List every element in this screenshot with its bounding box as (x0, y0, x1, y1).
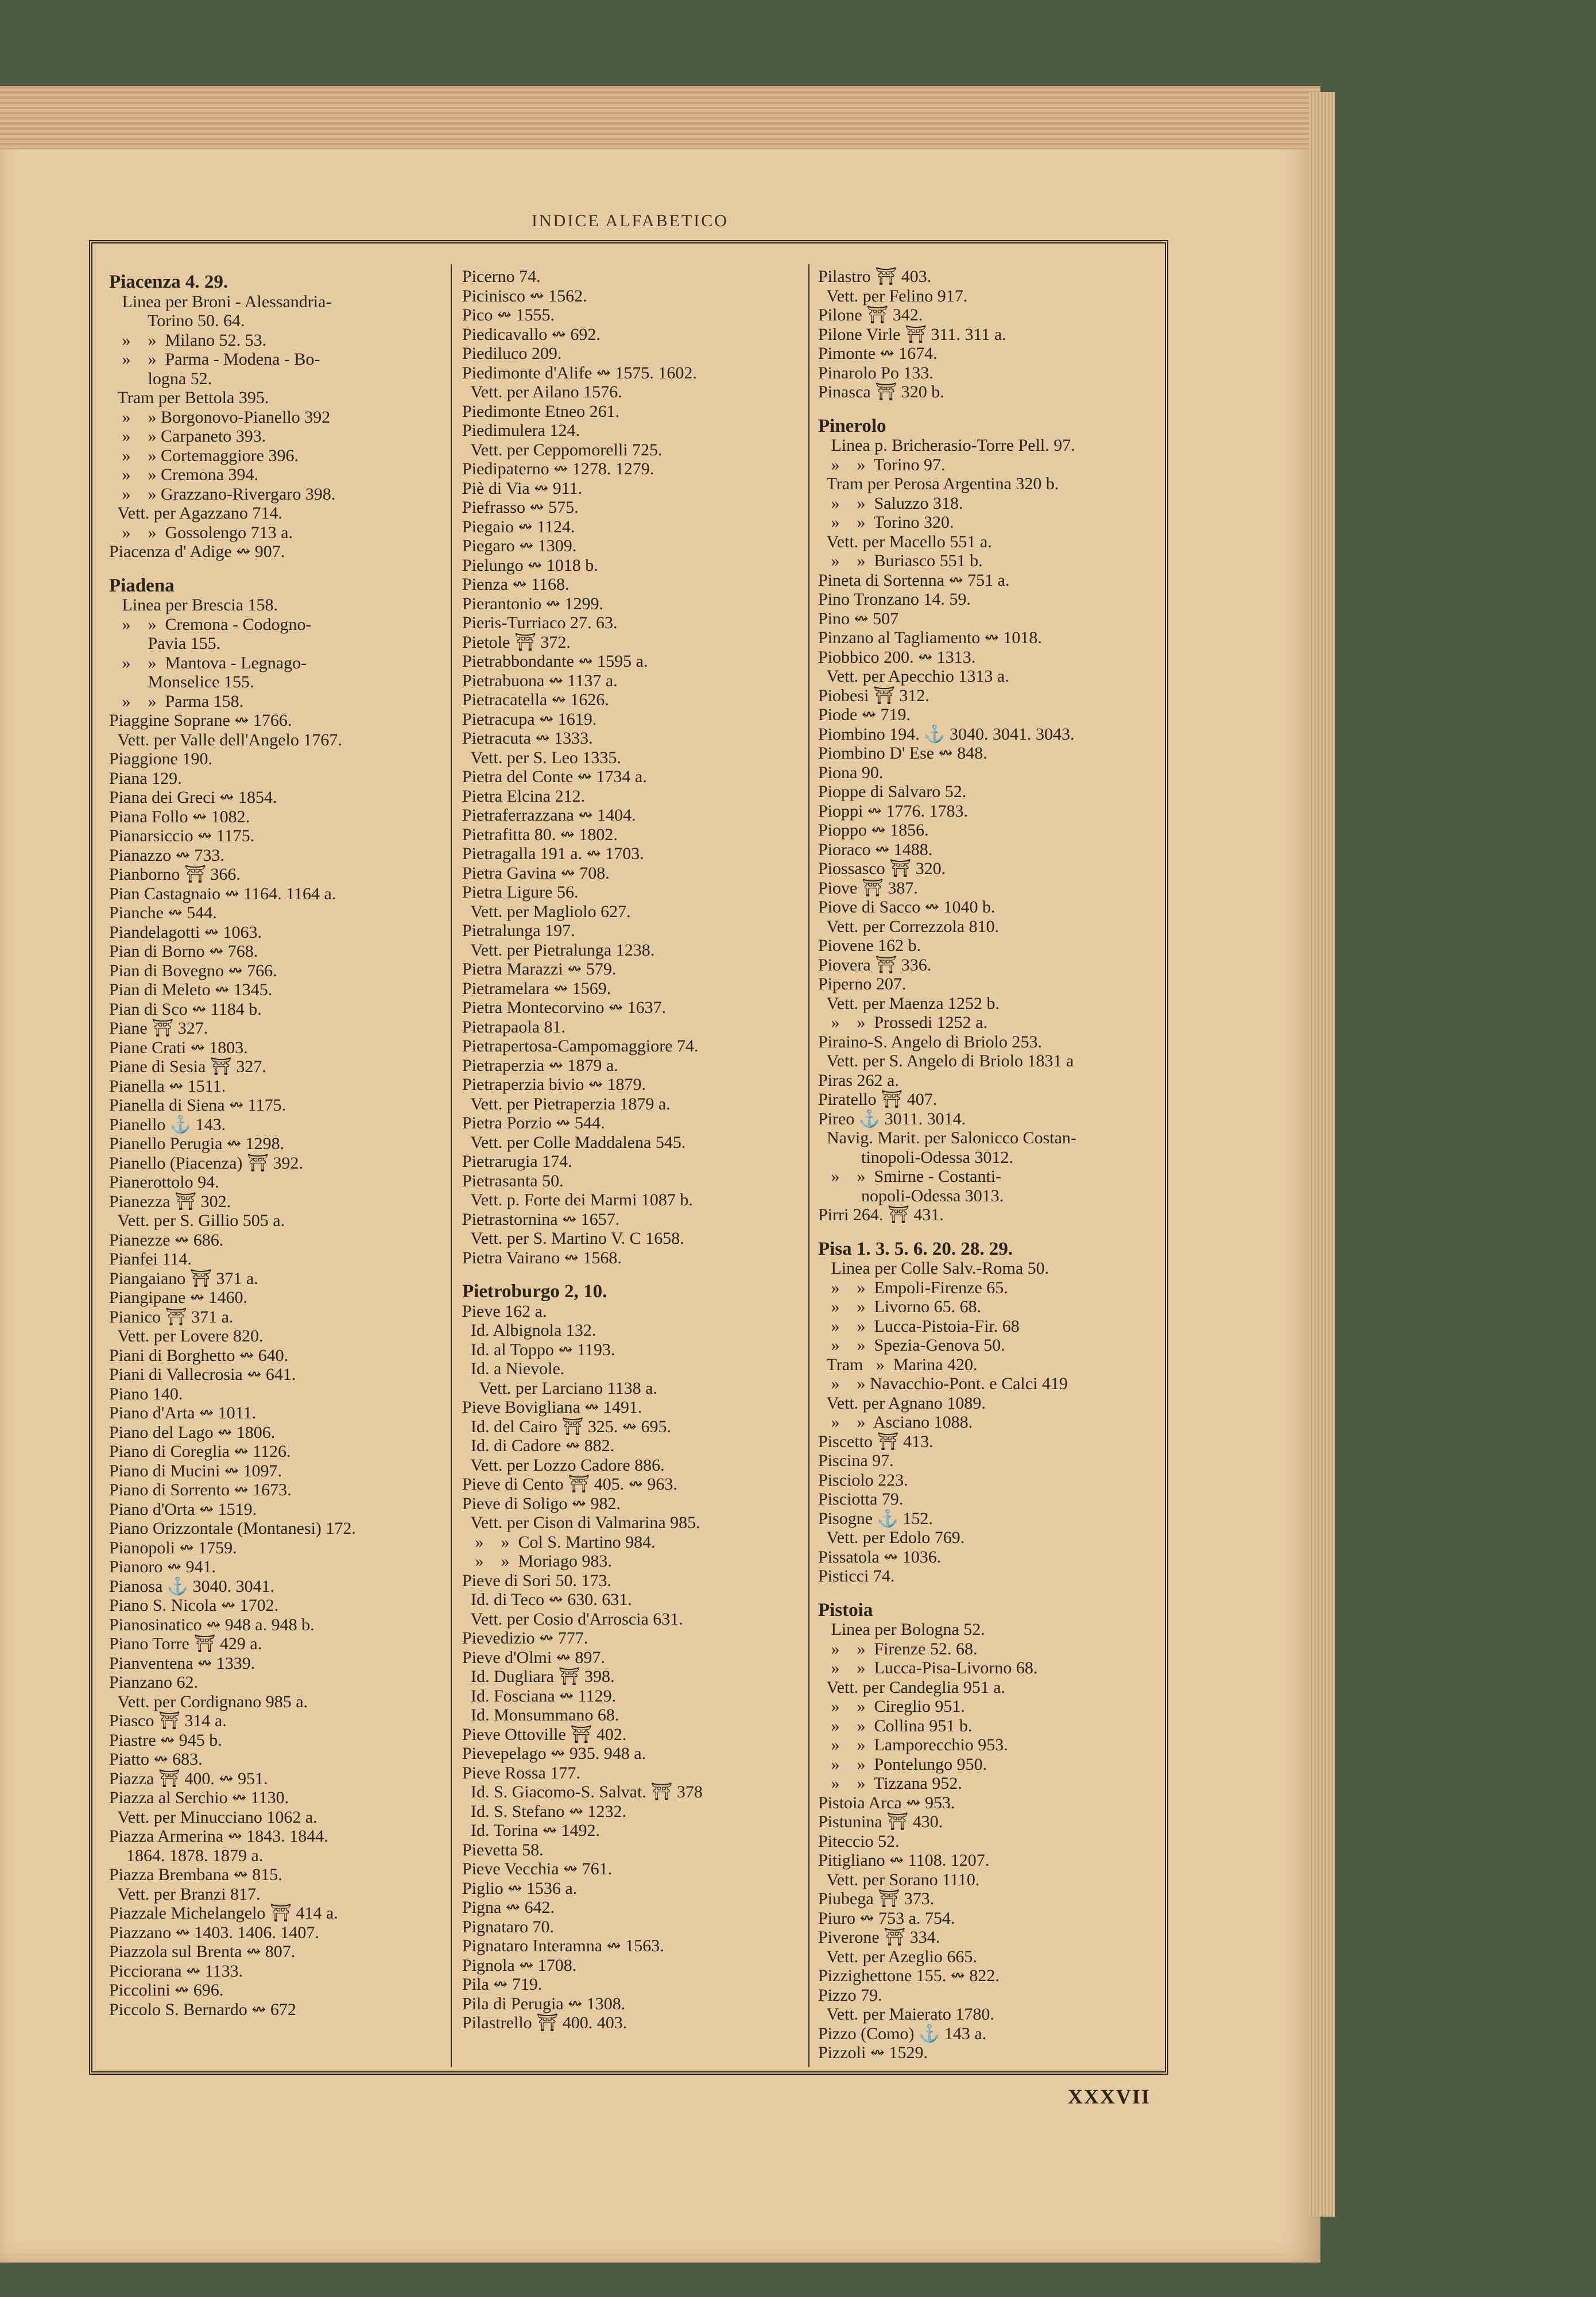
index-entry: Pioraco ↭ 1488. (818, 840, 933, 859)
index-entry: Pietraperzia ↭ 1879 a. (462, 1055, 618, 1075)
index-entry: Navig. Marit. per Salonicco Costan- (818, 1128, 1076, 1147)
index-entry: Piegaio ↭ 1124. (462, 517, 575, 536)
index-entry: Pianerottolo 94. (109, 1173, 219, 1192)
index-entry: Pianella ↭ 1511. (109, 1076, 226, 1096)
index-entry: Pieve di Sori 50. 173. (462, 1571, 611, 1590)
index-entry: » » Parma - Modena - Bo- (109, 350, 320, 369)
index-entry: Vett. per S. Angelo di Briolo 1831 a (818, 1051, 1074, 1070)
index-column-3 (818, 267, 1157, 2062)
index-entry: Piano S. Nicola ↭ 1702. (109, 1596, 279, 1615)
index-entry: » » Gossolengo 713 a. (109, 523, 293, 542)
index-entry: Id. del Cairo ⛩ 325. ↭ 695. (462, 1417, 672, 1436)
index-entry: Pizzo (Como) ⚓ 143 a. (818, 2024, 987, 2043)
index-entry: Pieve 162 a. (462, 1301, 547, 1321)
index-entry: Pineta di Sortenna ↭ 751 a. (818, 570, 1010, 590)
index-entry: Piefrasso ↭ 575. (462, 498, 579, 517)
index-entry: Id. al Toppo ↭ 1193. (462, 1340, 615, 1359)
index-entry: Piangipane ↭ 1460. (109, 1288, 247, 1307)
index-entry: » » Lamporecchio 953. (818, 1735, 1008, 1754)
index-entry: Pian Castagnaio ↭ 1164. 1164 a. (109, 884, 336, 903)
index-entry: Pilastrello ⛩ 400. 403. (462, 2013, 627, 2032)
index-entry: Piane di Sesia ⛩ 327. (109, 1057, 266, 1076)
index-entry: Piedimonte d'Alife ↭ 1575. 1602. (462, 363, 697, 382)
index-entry: Pietra Ligure 56. (462, 883, 579, 902)
index-entry: Vett. per Minucciano 1062 a. (109, 1807, 317, 1827)
index-entry: Pianborno ⛩ 366. (109, 865, 241, 884)
index-entry: » » Lucca-Pistoia-Fir. 68 (818, 1316, 1020, 1336)
index-entry: Piobesi ⛩ 312. (818, 686, 929, 705)
index-entry: Pienza ↭ 1168. (462, 575, 570, 594)
index-entry: Pianazzo ↭ 733. (109, 845, 224, 865)
index-entry: Picerno 74. (462, 267, 541, 286)
index-entry: Pietra Montecorvino ↭ 1637. (462, 998, 667, 1017)
index-entry: Vett. per S. Martino V. C 1658. (462, 1229, 684, 1248)
index-entry: Pietrastornina ↭ 1657. (462, 1209, 620, 1229)
index-entry: Pianzano 62. (109, 1673, 198, 1692)
index-entry: Pianfei 114. (109, 1250, 192, 1269)
index-entry: Vett. per Felino 917. (818, 286, 968, 306)
index-entry: Pimonte ↭ 1674. (818, 344, 938, 363)
index-entry: Tram per Bettola 395. (109, 388, 269, 407)
index-entry: Piaggine Soprane ↭ 1766. (109, 711, 292, 730)
index-entry: Pietra Porzio ↭ 544. (462, 1113, 605, 1132)
index-entry: Piazza al Serchio ↭ 1130. (109, 1788, 289, 1807)
index-entry: Torino 50. 64. (109, 311, 245, 330)
index-entry: » » Milano 52. 53. (109, 330, 267, 350)
index-entry: Vett. per Edolo 769. (818, 1528, 965, 1547)
index-entry: Pieve Ottoville ⛩ 402. (462, 1724, 627, 1744)
index-entry: » » Spezia-Genova 50. (818, 1336, 1005, 1355)
index-entry: Piombino 194. ⚓ 3040. 3041. 3043. (818, 724, 1075, 744)
running-head: INDICE ALFABETICO (532, 211, 729, 230)
index-entry: Pianezza ⛩ 302. (109, 1192, 231, 1211)
index-entry: Piperno 207. (818, 975, 907, 993)
index-entry: Pietra Marazzi ↭ 579. (462, 960, 617, 979)
index-entry: Tram per Perosa Argentina 320 b. (818, 474, 1059, 493)
index-entry: Piano Torre ⛩ 429 a. (109, 1634, 262, 1653)
index-entry: Linea per Broni - Alessandria- (109, 292, 332, 311)
index-entry: logna 52. (109, 369, 212, 388)
entry-gap (818, 1225, 1157, 1234)
index-entry: » » Cremona 394. (109, 465, 258, 484)
index-entry: Piazzano ↭ 1403. 1406. 1407. (109, 1923, 319, 1942)
index-entry: Piacenza d' Adige ↭ 907. (109, 542, 285, 561)
index-entry: » » Borgonovo-Pianello 392 (109, 407, 331, 427)
index-entry: Pilone Virle ⛩ 311. 311 a. (818, 324, 1006, 344)
index-entry: Pianarsiccio ↭ 1175. (109, 826, 255, 845)
index-entry: Piatto ↭ 683. (109, 1750, 203, 1769)
index-entry: » » Smirne - Costanti- (818, 1167, 1002, 1186)
index-entry: Pilastro ⛩ 403. (818, 267, 932, 286)
index-entry: Piani di Borghetto ↭ 640. (109, 1345, 289, 1365)
index-entry: Id. Dugliara ⛩ 398. (462, 1667, 615, 1686)
index-entry: Pioppo ↭ 1856. (818, 821, 929, 840)
index-entry: » » Livorno 65. 68. (818, 1297, 982, 1316)
index-entry: Piscina 97. (818, 1451, 894, 1470)
index-entry: Pietracupa ↭ 1619. (462, 709, 597, 729)
index-entry: Pietole ⛩ 372. (462, 632, 571, 652)
index-entry: Vett. per Lovere 820. (109, 1327, 264, 1345)
index-entry: Piove ⛩ 387. (818, 878, 918, 898)
index-entry: Piano d'Arta ↭ 1011. (109, 1403, 257, 1422)
index-entry: Piazza Brembana ↭ 815. (109, 1865, 282, 1884)
index-entry: Pietrarugia 174. (462, 1152, 572, 1171)
index-entry: Vett. per Branzi 817. (109, 1884, 261, 1904)
index-heading: Pisa 1. 3. 5. 6. 20. 28. 29. (818, 1239, 1013, 1259)
index-entry: Vett. per Pietralunga 1238. (462, 940, 655, 960)
index-entry: Piangaiano ⛩ 371 a. (109, 1269, 258, 1288)
index-entry: Piode ↭ 719. (818, 705, 911, 724)
index-entry: Pizzoli ↭ 1529. (818, 2043, 928, 2062)
index-entry: Piove di Sacco ↭ 1040 b. (818, 898, 995, 917)
index-entry: » » Grazzano-Rivergaro 398. (109, 484, 336, 504)
index-entry: Pietraferrazzana ↭ 1404. (462, 806, 636, 825)
index-entry: Pireo ⚓ 3011. 3014. (818, 1109, 966, 1128)
index-heading: Pinerolo (818, 416, 886, 436)
index-entry: » » Prossedi 1252 a. (818, 1013, 987, 1032)
index-entry: Pieve Bovigliana ↭ 1491. (462, 1398, 642, 1417)
index-entry: Pisciolo 223. (818, 1470, 908, 1490)
index-entry: Id. a Nievole. (462, 1359, 565, 1378)
index-entry: Id. S. Giacomo-S. Salvat. ⛩ 378 (462, 1782, 703, 1801)
index-entry: Piana dei Greci ↭ 1854. (109, 788, 277, 807)
entry-gap (109, 562, 442, 571)
index-entry: Linea per Brescia 158. (109, 595, 278, 614)
index-entry: Piano Orizzontale (Montanesi) 172. (109, 1519, 356, 1538)
index-entry: Piano 140. (109, 1384, 183, 1403)
index-entry: Pievedizio ↭ 777. (462, 1629, 588, 1648)
index-entry: Pisticci 74. (818, 1567, 895, 1586)
index-entry: Pian di Borno ↭ 768. (109, 942, 258, 961)
index-entry: Pietrafitta 80. ↭ 1802. (462, 825, 618, 844)
index-entry: Pinzano al Tagliamento ↭ 1018. (818, 628, 1042, 647)
index-entry: Piane Crati ↭ 1803. (109, 1038, 248, 1057)
index-entry: Pietralunga 197. (462, 921, 575, 940)
index-entry: Piano del Lago ↭ 1806. (109, 1422, 276, 1442)
index-entry: » » Pontelungo 950. (818, 1754, 987, 1774)
index-entry: Vett. per S. Leo 1335. (462, 748, 621, 767)
page-number: XXXVII (1068, 2085, 1151, 2108)
index-entry: Piedimonte Etneo 261. (462, 401, 620, 421)
index-entry: Piscetto ⛩ 413. (818, 1432, 933, 1451)
index-entry: Vett. per Ailano 1576. (462, 382, 622, 401)
index-entry: Piandelagotti ↭ 1063. (109, 922, 262, 942)
index-entry: Vett. per Valle dell'Angelo 1767. (109, 730, 342, 749)
index-entry: Pignataro Interamna ↭ 1563. (462, 1936, 664, 1955)
index-entry: Pino Tronzano 14. 59. (818, 590, 971, 609)
index-entry: Vett. per Apecchio 1313 a. (818, 667, 1009, 686)
index-entry: Pietrasanta 50. (462, 1171, 564, 1190)
index-entry: Pietra Elcina 212. (462, 786, 586, 806)
index-entry: » » Col S. Martino 984. (462, 1532, 656, 1552)
index-entry: Pigna ↭ 642. (462, 1898, 555, 1917)
index-entry: Monselice 155. (109, 672, 254, 691)
index-entry: Vett. per Agazzano 714. (109, 504, 282, 523)
index-entry: Pizzighettone 155. ↭ 822. (818, 1966, 1000, 1985)
index-entry: Pianosa ⚓ 3040. 3041. (109, 1576, 275, 1596)
index-entry: Pianezze ↭ 686. (109, 1230, 224, 1250)
index-entry: Piombino D' Ese ↭ 848. (818, 744, 987, 763)
index-entry: Piobbico 200. ↭ 1313. (818, 647, 976, 667)
index-entry: Pielungo ↭ 1018 b. (462, 555, 598, 575)
index-entry: Vett. per Maierato 1780. (818, 2005, 994, 2024)
index-entry: Piaggione 190. (109, 749, 212, 768)
index-entry: Pievepelago ↭ 935. 948 a. (462, 1744, 646, 1763)
index-entry: » » Saluzzo 318. (818, 493, 963, 513)
index-entry: Pieve Vecchia ↭ 761. (462, 1859, 613, 1878)
index-entry: Piovene 162 b. (818, 936, 921, 955)
column-rule (808, 264, 809, 2067)
column-rule (451, 264, 452, 2067)
index-entry: Pizzo 79. (818, 1985, 882, 2005)
index-entry: Piubega ⛩ 373. (818, 1889, 935, 1908)
index-entry: Linea per Colle Salv.-Roma 50. (818, 1259, 1049, 1278)
index-entry: Pino ↭ 507 (818, 609, 899, 628)
index-entry: Piana Follo ↭ 1082. (109, 807, 250, 826)
index-entry: Pioppi ↭ 1776. 1783. (818, 801, 968, 821)
index-entry: Vett. per Lozzo Cadore 886. (462, 1455, 665, 1475)
index-entry: Piegaro ↭ 1309. (462, 536, 577, 555)
index-entry: Pisogne ⚓ 152. (818, 1509, 933, 1528)
index-entry: Pietra Vairano ↭ 1568. (462, 1248, 622, 1267)
index-entry: Tram » Marina 420. (818, 1355, 978, 1374)
index-entry: Pieris-Turriaco 27. 63. (462, 613, 618, 632)
index-entry: Pieve di Cento ⛩ 405. ↭ 963. (462, 1475, 677, 1494)
index-entry: » » Mantova - Legnago- (109, 653, 307, 672)
index-entry: Piano di Coreglia ↭ 1126. (109, 1442, 291, 1461)
index-entry: Pietracatella ↭ 1626. (462, 690, 609, 709)
entry-gap (818, 402, 1157, 411)
index-entry: Pietra Gavina ↭ 708. (462, 863, 610, 883)
index-entry: Vett. per Maenza 1252 b. (818, 993, 1000, 1013)
index-entry: Pignataro 70. (462, 1917, 554, 1936)
index-entry: Piuro ↭ 753 a. 754. (818, 1908, 955, 1928)
index-entry: Pietraperzia bivio ↭ 1879. (462, 1075, 646, 1094)
index-heading: Pietroburgo 2, 10. (462, 1282, 607, 1302)
index-entry: Id. S. Stefano ↭ 1232. (462, 1801, 626, 1821)
index-entry: Piona 90. (818, 763, 884, 782)
index-entry: » » Firenze 52. 68. (818, 1639, 978, 1658)
index-entry: Pietrapertosa-Campomaggiore 74. (462, 1037, 699, 1055)
index-entry: Pievetta 58. (462, 1840, 544, 1859)
index-entry: Vett. p. Forte dei Marmi 1087 b. (462, 1190, 693, 1209)
index-entry: » » Cireglio 951. (818, 1697, 965, 1716)
index-entry: Pianopoli ↭ 1759. (109, 1538, 237, 1557)
index-entry: Vett. per Colle Maddalena 545. (462, 1132, 686, 1152)
index-entry: Piediluco 209. (462, 344, 562, 363)
index-entry: Piani di Vallecrosia ↭ 641. (109, 1365, 296, 1384)
index-entry: Pioppe di Salvaro 52. (818, 782, 967, 801)
index-entry: Id. Torina ↭ 1492. (462, 1821, 600, 1840)
index-entry: Piras 262 a. (818, 1070, 899, 1090)
index-entry: nopoli-Odessa 3013. (818, 1186, 1004, 1205)
index-entry: Piovera ⛩ 336. (818, 955, 932, 975)
index-entry: Pinarolo Po 133. (818, 363, 933, 382)
index-entry: Pianello (Piacenza) ⛩ 392. (109, 1153, 303, 1173)
index-entry: Pietra del Conte ↭ 1734 a. (462, 767, 647, 786)
index-entry: Pian di Meleto ↭ 1345. (109, 980, 273, 999)
index-entry: Id. Fosciana ↭ 1129. (462, 1686, 617, 1706)
index-entry: Id. Albignola 132. (462, 1321, 596, 1340)
index-entry: Piedicavallo ↭ 692. (462, 324, 601, 344)
index-entry: » » Cortemaggiore 396. (109, 446, 299, 465)
index-entry: Vett. per Larciano 1138 a. (462, 1378, 657, 1398)
index-entry: » » Asciano 1088. (818, 1413, 973, 1432)
index-entry: Linea p. Bricherasio-Torre Pell. 97. (818, 436, 1075, 455)
index-entry: Vett. per Azeglio 665. (818, 1947, 977, 1966)
index-entry: Picinisco ↭ 1562. (462, 286, 587, 306)
index-entry: Pinasca ⛩ 320 b. (818, 382, 944, 401)
index-entry: » » Torino 97. (818, 455, 946, 474)
index-entry: Vett. per Cordignano 985 a. (109, 1692, 308, 1711)
index-entry: Piano d'Orta ↭ 1519. (109, 1499, 257, 1519)
index-entry: Pila di Perugia ↭ 1308. (462, 1994, 626, 2013)
index-entry: Pietracuta ↭ 1333. (462, 729, 593, 748)
index-entry: Pistunina ⛩ 430. (818, 1812, 943, 1831)
index-entry: Vett. per Cison di Valmarina 985. (462, 1513, 700, 1532)
index-entry: Pianche ↭ 544. (109, 903, 217, 922)
index-entry: 1864. 1878. 1879 a. (109, 1846, 264, 1865)
index-entry: » » Collina 951 b. (818, 1716, 973, 1735)
index-entry: Piossasco ⛩ 320. (818, 859, 946, 878)
index-entry: » » Lucca-Pisa-Livorno 68. (818, 1658, 1038, 1677)
page-top-edge (0, 86, 1320, 149)
index-entry: Vett. per Ceppomorelli 725. (462, 440, 663, 459)
index-entry: Pignola ↭ 1708. (462, 1955, 577, 1975)
index-entry: Piteccio 52. (818, 1831, 900, 1851)
index-entry: Pieve di Soligo ↭ 982. (462, 1494, 621, 1513)
entry-gap (818, 1586, 1157, 1595)
index-entry: » » Empoli-Firenze 65. (818, 1278, 1008, 1297)
index-entry: Pico ↭ 1555. (462, 306, 555, 324)
index-entry: Pietramelara ↭ 1569. (462, 979, 611, 998)
index-entry: Piazzola sul Brenta ↭ 807. (109, 1942, 296, 1961)
index-entry: » » Torino 320. (818, 513, 954, 532)
index-entry: Piane ⛩ 327. (109, 1019, 208, 1038)
entry-gap (462, 1267, 807, 1277)
index-entry: Piè di Via ↭ 911. (462, 478, 583, 498)
index-entry: Piraino-S. Angelo di Briolo 253. (818, 1032, 1042, 1051)
index-entry: Piedipaterno ↭ 1278. 1279. (462, 459, 654, 478)
index-entry: tinopoli-Odessa 3012. (818, 1147, 1013, 1167)
index-entry: Piano di Mucini ↭ 1097. (109, 1461, 282, 1480)
index-entry: » » Cremona - Codogno- (109, 614, 312, 634)
index-column-1 (109, 267, 442, 2062)
index-entry: Pilone ⛩ 342. (818, 306, 923, 324)
index-entry: Pietragalla 191 a. ↭ 1703. (462, 844, 644, 863)
index-entry: Pianosinatico ↭ 948 a. 948 b. (109, 1615, 315, 1634)
index-entry: Linea per Bologna 52. (818, 1620, 985, 1639)
index-entry: Pisciotta 79. (818, 1490, 904, 1509)
index-entry: Piglio ↭ 1536 a. (462, 1878, 578, 1898)
index-entry: Piasco ⛩ 314 a. (109, 1711, 227, 1730)
index-entry: Pirri 264. ⛩ 431. (818, 1205, 944, 1224)
index-entry: Vett. per S. Gillio 505 a. (109, 1211, 285, 1230)
index-entry: Vett. per Cosio d'Arroscia 631. (462, 1609, 683, 1629)
index-entry: » » Tizzana 952. (818, 1774, 962, 1793)
index-entry: Pietrabbondante ↭ 1595 a. (462, 652, 648, 671)
index-entry: Piratello ⛩ 407. (818, 1090, 938, 1109)
index-entry: Piedimulera 124. (462, 421, 580, 440)
index-heading: Piacenza 4. 29. (109, 273, 228, 292)
index-entry: Pianoro ↭ 941. (109, 1557, 216, 1576)
index-entry: Id. di Teco ↭ 630. 631. (462, 1590, 632, 1609)
index-entry: Piverone ⛩ 334. (818, 1928, 940, 1947)
index-heading: Piadena (109, 576, 175, 595)
index-entry: Piazza ⛩ 400. ↭ 951. (109, 1769, 268, 1788)
index-column-2 (462, 267, 807, 2062)
index-entry: Pianello Perugia ↭ 1298. (109, 1134, 285, 1153)
index-entry: » » Navacchio-Pont. e Calci 419 (818, 1374, 1068, 1393)
index-entry: Vett. per Agnano 1089. (818, 1393, 986, 1413)
index-entry: Pian di Sco ↭ 1184 b. (109, 999, 262, 1019)
index-entry: Piana 129. (109, 768, 182, 788)
index-entry: Piccolo S. Bernardo ↭ 672 (109, 2000, 296, 2019)
index-entry: Vett. per Candeglia 951 a. (818, 1677, 1006, 1697)
index-entry: Pitigliano ↭ 1108. 1207. (818, 1851, 990, 1870)
index-entry: Piastre ↭ 945 b. (109, 1730, 222, 1750)
index-heading: Pistoia (818, 1600, 873, 1620)
index-entry: Pian di Bovegno ↭ 766. (109, 961, 277, 980)
index-entry: Pila ↭ 719. (462, 1975, 543, 1994)
index-entry: Vett. per Sorano 1110. (818, 1870, 980, 1889)
index-entry: » » Carpaneto 393. (109, 427, 266, 446)
index-entry: Picciorana ↭ 1133. (109, 1961, 243, 1981)
index-entry: Pianella di Siena ↭ 1175. (109, 1096, 286, 1115)
index-entry: Piccolini ↭ 696. (109, 1981, 224, 2000)
index-entry: Pianico ⛩ 371 a. (109, 1307, 234, 1327)
index-entry: Pieve d'Olmi ↭ 897. (462, 1648, 605, 1667)
index-entry: Id. Monsummano 68. (462, 1706, 619, 1724)
index-entry: Vett. per Pietraperzia 1879 a. (462, 1094, 671, 1113)
index-entry: Piazza Armerina ↭ 1843. 1844. (109, 1827, 328, 1846)
index-entry: Pistoia Arca ↭ 953. (818, 1793, 955, 1812)
index-entry: Pietrapaola 81. (462, 1017, 565, 1037)
index-entry: Pissatola ↭ 1036. (818, 1547, 942, 1567)
page-side-edge (1309, 92, 1335, 2217)
index-entry: » » Parma 158. (109, 691, 244, 711)
index-entry: Id. di Cadore ↭ 882. (462, 1436, 615, 1455)
index-entry: Vett. per Macello 551 a. (818, 532, 992, 551)
index-entry: » » Moriago 983. (462, 1552, 612, 1571)
index-entry: Pianventena ↭ 1339. (109, 1653, 255, 1673)
index-entry: Pieve Rossa 177. (462, 1763, 580, 1782)
index-entry: Pavia 155. (109, 634, 221, 653)
index-entry: Pierantonio ↭ 1299. (462, 594, 603, 613)
index-entry: Piano di Sorrento ↭ 1673. (109, 1480, 292, 1499)
index-entry: Piazzale Michelangelo ⛩ 414 a. (109, 1904, 338, 1923)
index-entry: Vett. per Magliolo 627. (462, 902, 631, 921)
index-entry: » » Buriasco 551 b. (818, 551, 983, 570)
index-entry: Vett. per Correzzola 810. (818, 917, 1000, 936)
index-entry: Pietrabuona ↭ 1137 a. (462, 671, 618, 690)
index-entry: Pianello ⚓ 143. (109, 1115, 226, 1134)
